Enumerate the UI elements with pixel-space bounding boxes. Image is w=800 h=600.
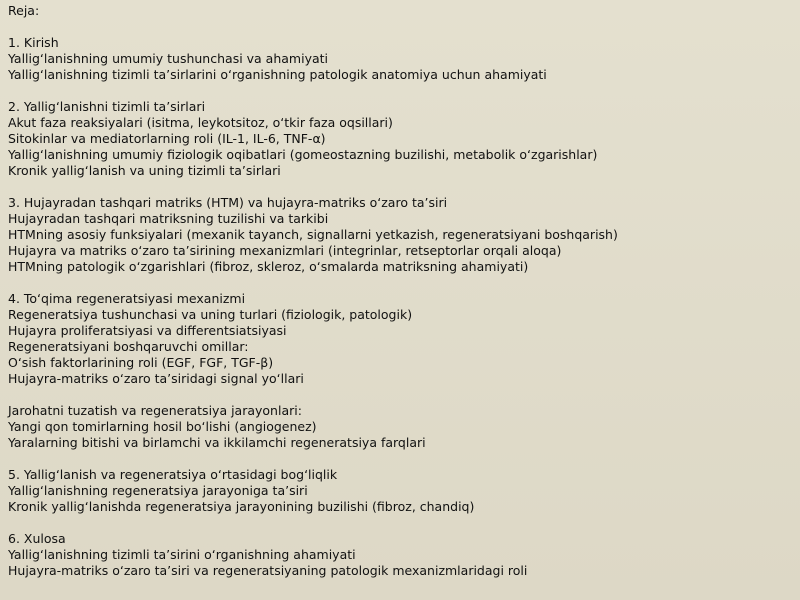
section-item-line: Hujayra-matriks o‘zaro ta’siridagi signal yo‘llari	[8, 371, 304, 386]
section-heading-line: 4. To‘qima regeneratsiyasi mexanizmi	[8, 291, 246, 306]
section-item-line: Kronik yallig‘lanish va uning tizimli ta’sirlari	[8, 163, 281, 178]
section-item-line: Yangi qon tomirlarning hosil bo‘lishi (angiogenez)	[8, 419, 317, 434]
plan-section-5	[8, 403, 792, 451]
section-item-line: Sitokinlar va mediatorlarning roli (IL-1, IL-6, TNF-α)	[8, 131, 326, 146]
section-item-line: Yallig‘lanishning tizimli ta’sirlarini o‘rganishning patologik anatomiya uchun ahamiyati	[8, 67, 547, 82]
section-item-line: Yallig‘lanishning umumiy fiziologik oqibatlari (gomeostazning buzilishi, metabolik o‘zgarishlar)	[8, 147, 598, 162]
section-item-line: Yallig‘lanishning regeneratsiya jarayoniga ta’siri	[8, 483, 308, 498]
section-spacer	[8, 275, 792, 291]
plan-section-1	[8, 35, 792, 83]
section-spacer	[8, 19, 792, 35]
section-item-line: Hujayra va matriks o‘zaro ta’sirining mexanizmlari (integrinlar, retseptorlar orqali aloqa)	[8, 243, 562, 258]
plan-section-6	[8, 467, 792, 515]
section-spacer	[8, 451, 792, 467]
section-item-line: Hujayra proliferatsiyasi va differentsiatsiyasi	[8, 323, 287, 338]
section-item-line: Regeneratsiyani boshqaruvchi omillar:	[8, 339, 249, 354]
section-item-line: Akut faza reaksiyalari (isitma, leykotsitoz, o‘tkir faza oqsillari)	[8, 115, 393, 130]
plan-section-7	[8, 531, 792, 579]
plan-section-2	[8, 99, 792, 179]
plan-content	[8, 19, 792, 579]
plan-section-4	[8, 291, 792, 387]
section-item-line: O‘sish faktorlarining roli (EGF, FGF, TGF-β)	[8, 355, 274, 370]
section-heading-line: 1. Kirish	[8, 35, 59, 50]
section-item-line: HTMning patologik o‘zgarishlari (fibroz, skleroz, o‘smalarda matriksning ahamiyati)	[8, 259, 529, 274]
section-item-line: HTMning asosiy funksiyalari (mexanik tayanch, signallarni yetkazish, regeneratsiyani boshqarish)	[8, 227, 618, 242]
section-item-line: Hujayra-matriks o‘zaro ta’siri va regeneratsiyaning patologik mexanizmlaridagi roli	[8, 563, 528, 578]
section-heading-line: 5. Yallig‘lanish va regeneratsiya o‘rtasidagi bog‘liqlik	[8, 467, 338, 482]
section-item-line: Hujayradan tashqari matriksning tuzilishi va tarkibi	[8, 211, 329, 226]
section-heading-line: 2. Yallig‘lanishni tizimli ta’sirlari	[8, 99, 206, 114]
section-item-line: Yaralarning bitishi va birlamchi va ikkilamchi regeneratsiya farqlari	[8, 435, 426, 450]
section-item-line: Yallig‘lanishning umumiy tushunchasi va ahamiyati	[8, 51, 329, 66]
section-item-line: Kronik yallig‘lanishda regeneratsiya jarayonining buzilishi (fibroz, chandiq)	[8, 499, 475, 514]
section-heading-line: 6. Xulosa	[8, 531, 66, 546]
section-spacer	[8, 515, 792, 531]
plan-title: Reja:	[8, 3, 40, 18]
plan-section-3	[8, 195, 792, 275]
section-spacer	[8, 83, 792, 99]
section-item-line: Yallig‘lanishning tizimli ta’sirini o‘rganishning ahamiyati	[8, 547, 356, 562]
section-spacer	[8, 387, 792, 403]
section-item-line: Regeneratsiya tushunchasi va uning turlari (fiziologik, patologik)	[8, 307, 413, 322]
section-heading-line: 3. Hujayradan tashqari matriks (HTM) va hujayra-matriks o‘zaro ta’siri	[8, 195, 448, 210]
section-heading-line: Jarohatni tuzatish va regeneratsiya jarayonlari:	[8, 403, 302, 418]
section-spacer	[8, 179, 792, 195]
